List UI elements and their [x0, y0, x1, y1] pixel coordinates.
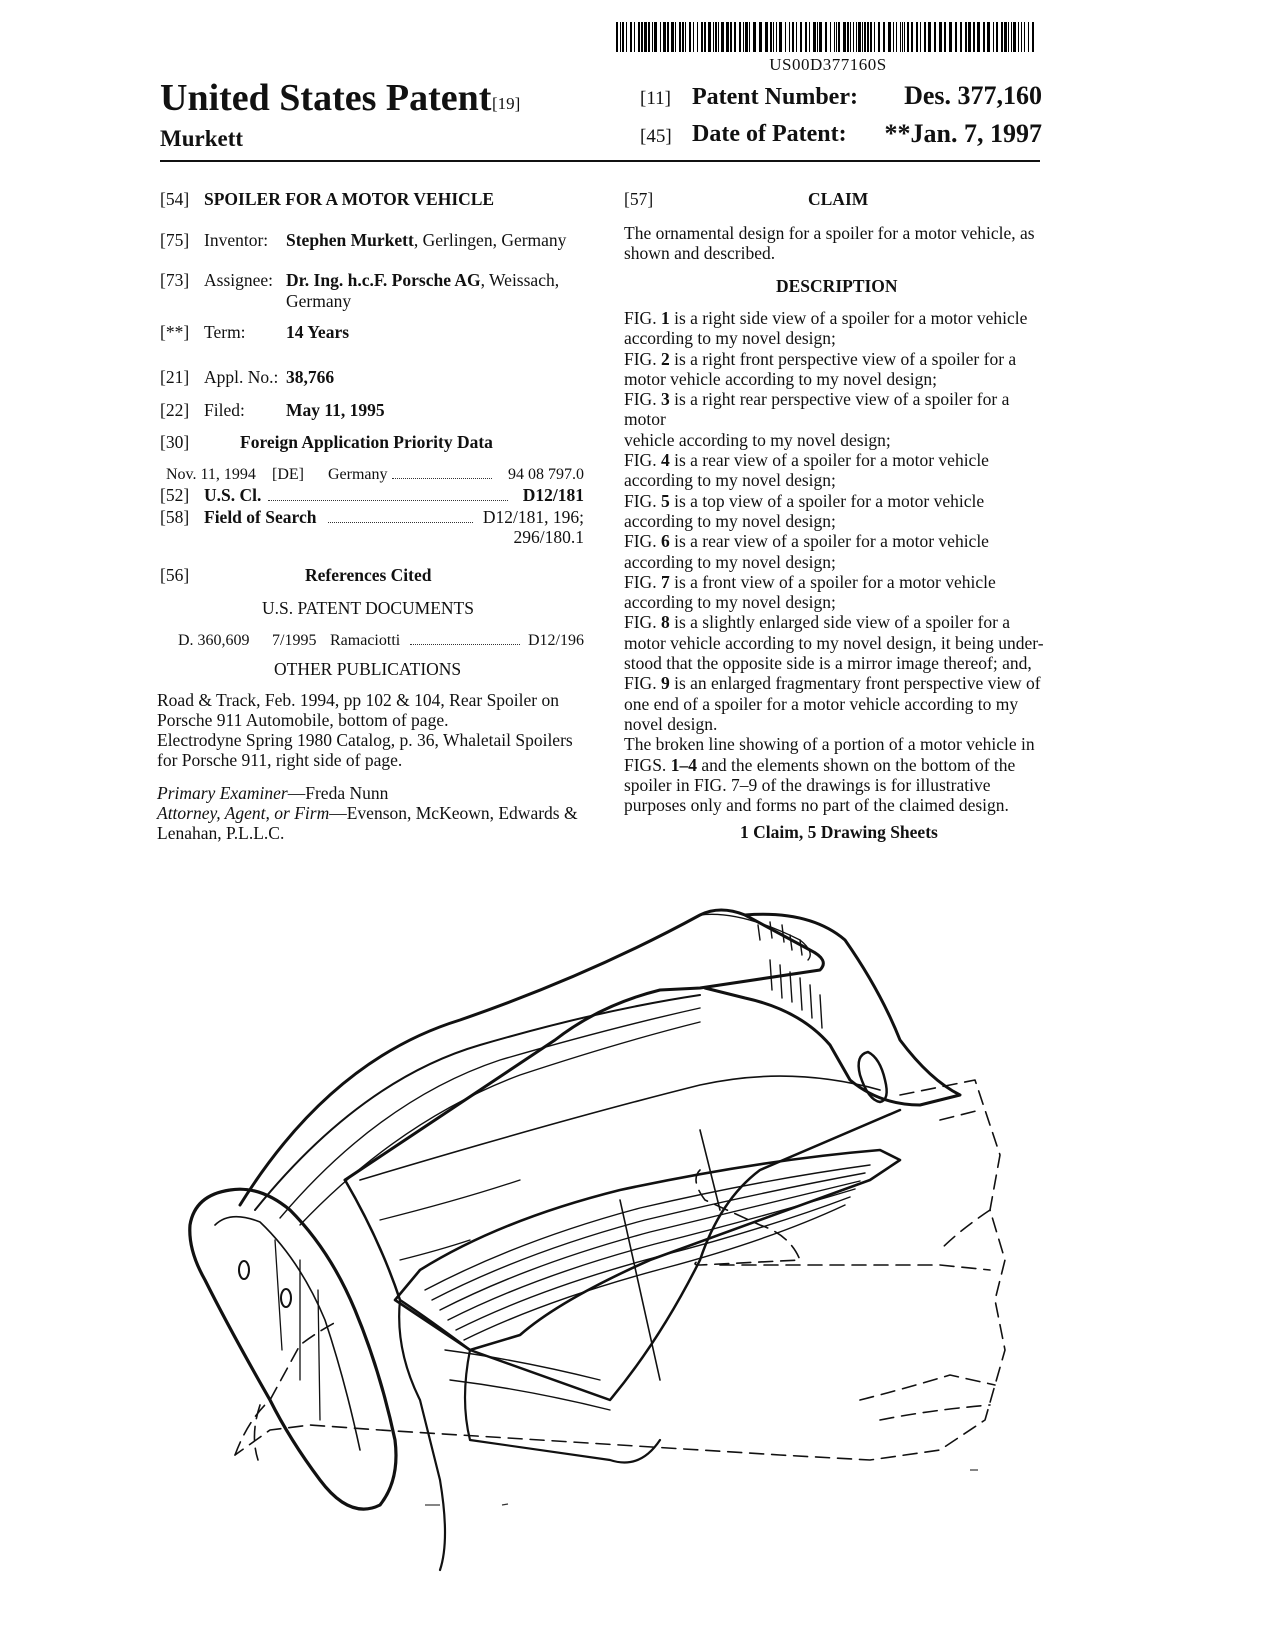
document-number: US00D377160S: [769, 55, 887, 74]
field-search-value-2: 296/180.1: [513, 527, 584, 547]
barcode-bar: [983, 22, 985, 52]
field-57-code: [57]: [624, 189, 654, 209]
barcode-bar: [896, 22, 897, 52]
barcode-bar: [660, 22, 661, 52]
description-title: DESCRIPTION: [776, 276, 898, 296]
barcode-bar: [944, 22, 946, 52]
barcode-bar: [679, 22, 681, 52]
description-line: according to my novel design;: [624, 470, 836, 491]
barcode-bar: [1008, 22, 1009, 52]
barcode-bar: [888, 22, 891, 52]
barcode-bar: [675, 22, 676, 52]
description-line: one end of a spoiler for a motor vehicle according to my: [624, 693, 1019, 714]
us-cl-label: U.S. Cl.: [204, 485, 262, 505]
barcode-bar: [671, 22, 674, 52]
barcode-bar: [652, 22, 653, 52]
field-search-value-1: D12/181, 196;: [482, 507, 584, 527]
barcode-bar: [1021, 22, 1022, 52]
barcode-bar: [874, 22, 875, 52]
term-code: [**]: [160, 322, 190, 342]
barcode-bar: [1024, 22, 1025, 52]
barcode-bar: [934, 22, 936, 52]
barcode-bar: [1001, 22, 1003, 52]
barcode-bar: [697, 22, 698, 52]
inventor-line: [286, 230, 566, 251]
inventor-short-name: Murkett: [160, 126, 244, 151]
description-line: stood that the opposite side is a mirror image thereof; and,: [624, 653, 1032, 674]
description-line: motor vehicle according to my novel design;: [624, 368, 937, 389]
attorney-line: [157, 803, 578, 824]
barcode-bar: [862, 22, 863, 52]
field-75-code: [75]: [160, 230, 190, 250]
barcode-bar: [634, 22, 635, 52]
barcode-bar: [776, 22, 777, 52]
us-cl-value: D12/181: [522, 485, 584, 505]
description-line: FIG. 7 is a front view of a spoiler for a motor vehicle: [624, 571, 996, 592]
barcode-bar: [893, 22, 894, 52]
barcode-bar: [745, 22, 748, 52]
barcode-bar: [955, 22, 957, 52]
appl-no-value: 38,766: [286, 367, 335, 387]
wing-top-surface: [240, 910, 823, 1205]
barcode-bar: [870, 22, 872, 52]
patent-number-label: Patent Number:: [692, 84, 858, 110]
publication-1-line-1: Road & Track, Feb. 1994, pp 102 & 104, Rear Spoiler on: [157, 690, 559, 710]
barcode-bar: [805, 22, 807, 52]
wing-end-plate-left: [190, 1189, 396, 1509]
barcode-bar: [667, 22, 669, 52]
barcode-bar: [993, 22, 994, 52]
claim-line-2: shown and described.: [624, 243, 776, 263]
barcode-bar: [858, 22, 861, 52]
references-title: References Cited: [305, 565, 432, 585]
publication-2-line-1: Electrodyne Spring 1980 Catalog, p. 36, Whaletail Spoilers: [157, 730, 573, 750]
attorney-name: —Evenson, McKeown, Edwards &: [329, 803, 578, 823]
date-label: Date of Patent:: [692, 121, 847, 147]
barcode-bar: [1032, 22, 1034, 52]
barcode-bar: [850, 22, 851, 52]
barcode-bar: [878, 22, 880, 52]
barcode-bar: [789, 22, 790, 52]
field-54-code: [54]: [160, 189, 190, 209]
barcode-bar: [825, 22, 827, 52]
barcode-bar: [817, 22, 818, 52]
barcode-bar: [900, 22, 901, 52]
barcode-bar: [904, 22, 905, 52]
barcode-bar: [928, 22, 931, 52]
barcode-bar: [867, 22, 869, 52]
leader-dots: [268, 500, 508, 501]
description-line: The broken line showing of a portion of a motor vehicle in: [624, 734, 1035, 755]
barcode-bar: [960, 22, 962, 52]
priority-country-code: [DE]: [272, 466, 304, 483]
barcode-bar: [682, 22, 684, 52]
barcode-bar: [796, 22, 797, 52]
barcode-bar: [987, 22, 990, 52]
barcode-bar: [718, 22, 719, 52]
reference-name: Ramaciotti: [330, 632, 401, 649]
barcode-bar: [726, 22, 729, 52]
barcode-bar: [689, 22, 691, 52]
barcode-bar: [968, 22, 971, 52]
date-code: [45]: [640, 126, 672, 147]
us-docs-title: U.S. PATENT DOCUMENTS: [262, 598, 474, 618]
barcode-bar: [693, 22, 694, 52]
claims-count: 1 Claim, 5 Drawing Sheets: [740, 822, 938, 842]
description-line: FIG. 2 is a right front perspective view of a spoiler for a: [624, 348, 1017, 369]
leader-dots: [410, 644, 520, 645]
barcode-bar: [843, 22, 846, 52]
priority-country: Germany: [328, 466, 388, 483]
barcode-bar: [663, 22, 666, 52]
spoiler-deck: [345, 1110, 900, 1400]
field-58-code: [58]: [160, 507, 190, 527]
term-label: Term:: [204, 322, 246, 342]
barcode-bar: [620, 22, 621, 52]
barcode-bar: [973, 22, 975, 52]
barcode-bar: [924, 22, 926, 52]
barcode-bar: [616, 22, 618, 52]
description-line: according to my novel design;: [624, 510, 836, 531]
barcode-bar: [830, 22, 831, 52]
claim-line-1: The ornamental design for a spoiler for a motor vehicle, as: [624, 223, 1035, 243]
barcode-bar: [648, 22, 650, 52]
field-52-code: [52]: [160, 485, 190, 505]
appl-no-label: Appl. No.:: [204, 367, 279, 387]
description-line: FIG. 1 is a right side view of a spoiler for a motor vehicle: [624, 308, 1028, 328]
examiner-line: [157, 783, 388, 804]
date-value: **Jan. 7, 1997: [884, 119, 1042, 148]
filed-value: May 11, 1995: [286, 400, 385, 420]
field-21-code: [21]: [160, 367, 190, 387]
barcode-bar: [713, 22, 714, 52]
barcode-bar: [920, 22, 921, 52]
barcode-bar: [630, 22, 632, 52]
field-56-code: [56]: [160, 565, 190, 585]
barcode-bar: [685, 22, 686, 52]
description-line: according to my novel design;: [624, 328, 836, 349]
priority-date: Nov. 11, 1994: [166, 466, 256, 483]
field-30-code: [30]: [160, 432, 190, 452]
barcode-bar: [715, 22, 717, 52]
header-rule: [160, 160, 1040, 162]
spoiler-perspective-drawing: [0, 880, 1275, 1650]
barcode-bar: [749, 22, 750, 52]
description-line: novel design.: [624, 713, 718, 734]
barcode-bar: [864, 22, 866, 52]
barcode-bar: [911, 22, 913, 52]
barcode-bar: [1028, 22, 1029, 52]
drawing-mark: [502, 1504, 508, 1505]
reference-date: 7/1995: [272, 632, 317, 649]
field-73-code: [73]: [160, 270, 190, 290]
field-22-code: [22]: [160, 400, 190, 420]
priority-title: Foreign Application Priority Data: [240, 432, 493, 452]
barcode-bar: [800, 22, 802, 52]
barcode-bar: [856, 22, 857, 52]
description-line: vehicle according to my novel design;: [624, 429, 891, 450]
barcode-bar: [907, 22, 909, 52]
barcode-bar: [916, 22, 918, 52]
examiner-name: —Freda Nunn: [287, 783, 389, 803]
barcode-bar: [654, 22, 657, 52]
barcode-bar: [779, 22, 782, 52]
description-line: motor vehicle according to my novel design, it being under-: [624, 632, 1044, 653]
barcode-bar: [847, 22, 849, 52]
barcode-bar: [622, 22, 624, 52]
barcode-bar: [1018, 22, 1019, 52]
vent-grille: [395, 1150, 900, 1350]
barcode-bar: [773, 22, 774, 52]
description-line: spoiler in FIG. 7–9 of the drawings is for illustrative: [624, 774, 991, 795]
inventor-label: Inventor:: [204, 230, 269, 250]
description-line: FIG. 9 is an enlarged fragmentary front perspective view of: [624, 673, 1041, 694]
barcode-bar: [883, 22, 885, 52]
claim-title: CLAIM: [808, 189, 869, 209]
barcode: [616, 22, 1040, 52]
assignee-name: Dr. Ing. h.c.F. Porsche AG: [286, 270, 481, 290]
examiner-label: Primary Examiner: [157, 783, 288, 803]
barcode-bar: [701, 22, 703, 52]
barcode-bar: [641, 22, 643, 52]
leader-dots: [328, 522, 473, 523]
barcode-bar: [1011, 22, 1012, 52]
leader-dots: [392, 478, 492, 479]
description-line: according to my novel design;: [624, 551, 836, 572]
barcode-bar: [759, 22, 762, 52]
barcode-bar: [792, 22, 794, 52]
barcode-bar: [996, 22, 998, 52]
attorney-label: Attorney, Agent, or Firm: [157, 803, 330, 823]
barcode-bar: [753, 22, 756, 52]
description-line: FIGS. 1–4 and the elements shown on the bottom of the: [624, 754, 1016, 775]
barcode-bar: [638, 22, 640, 52]
barcode-bar: [785, 22, 786, 52]
barcode-bar: [902, 22, 903, 52]
term-value: 14 Years: [286, 322, 350, 342]
description-body: [624, 308, 1052, 815]
assignee-line: [286, 270, 559, 291]
barcode-bar: [734, 22, 736, 52]
description-line: FIG. 3 is a right rear perspective view of a spoiler for a motor: [624, 389, 1010, 430]
barcode-bar: [739, 22, 741, 52]
barcode-bar: [704, 22, 706, 52]
description-line: according to my novel design;: [624, 592, 836, 613]
barcode-bar: [853, 22, 854, 52]
barcode-bar: [819, 22, 822, 52]
barcode-bar: [813, 22, 816, 52]
filed-label: Filed:: [204, 400, 245, 420]
assignee-country: Germany: [286, 291, 352, 311]
description-line: FIG. 6 is a rear view of a spoiler for a motor vehicle: [624, 531, 989, 552]
description-line: FIG. 4 is a rear view of a spoiler for a motor vehicle: [624, 450, 989, 471]
assignee-place: , Weissach,: [480, 270, 560, 290]
description-line: FIG. 8 is a slightly enlarged side view of a spoiler for a: [624, 612, 1011, 633]
description-line: FIG. 5 is a top view of a spoiler for a motor vehicle: [624, 490, 985, 511]
reference-class: D12/196: [528, 632, 584, 649]
barcode-bar: [965, 22, 967, 52]
barcode-bar: [834, 22, 835, 52]
patent-number-value: Des. 377,160: [904, 81, 1042, 110]
barcode-bar: [809, 22, 810, 52]
publication-2-line-2: for Porsche 911, right side of page.: [157, 750, 403, 770]
barcode-bar: [977, 22, 980, 52]
barcode-bar: [939, 22, 942, 52]
barcode-bar: [708, 22, 711, 52]
publication-1-line-2: Porsche 911 Automobile, bottom of page.: [157, 710, 449, 730]
patent-title: United States Patent: [160, 77, 492, 119]
other-publications-title: OTHER PUBLICATIONS: [274, 659, 462, 679]
inventor-name: Stephen Murkett: [286, 230, 414, 250]
barcode-bar: [1013, 22, 1016, 52]
barcode-bar: [1004, 22, 1007, 52]
barcode-bar: [765, 22, 768, 52]
description-line: purposes only and forms no part of the claimed design.: [624, 795, 1009, 816]
attorney-name-2: Lenahan, P.L.L.C.: [157, 823, 285, 843]
invention-title: SPOILER FOR A MOTOR VEHICLE: [204, 189, 495, 209]
barcode-bar: [770, 22, 772, 52]
barcode-bar: [836, 22, 837, 52]
reference-number: D. 360,609: [178, 632, 250, 649]
barcode-bar: [644, 22, 647, 52]
barcode-bar: [730, 22, 732, 52]
vehicle-broken-outline: [235, 1080, 1005, 1460]
priority-number: 94 08 797.0: [508, 466, 584, 483]
barcode-bar: [626, 22, 627, 52]
wing-end-plate-right: [705, 914, 960, 1105]
assignee-label: Assignee:: [204, 270, 274, 290]
barcode-bar: [743, 22, 744, 52]
barcode-bar: [838, 22, 840, 52]
title-code: [19]: [492, 94, 521, 113]
barcode-bar: [949, 22, 952, 52]
barcode-bar: [721, 22, 724, 52]
field-search-label: Field of Search: [204, 507, 317, 527]
inventor-place: , Gerlingen, Germany: [413, 230, 567, 250]
patent-number-code: [11]: [640, 88, 671, 109]
